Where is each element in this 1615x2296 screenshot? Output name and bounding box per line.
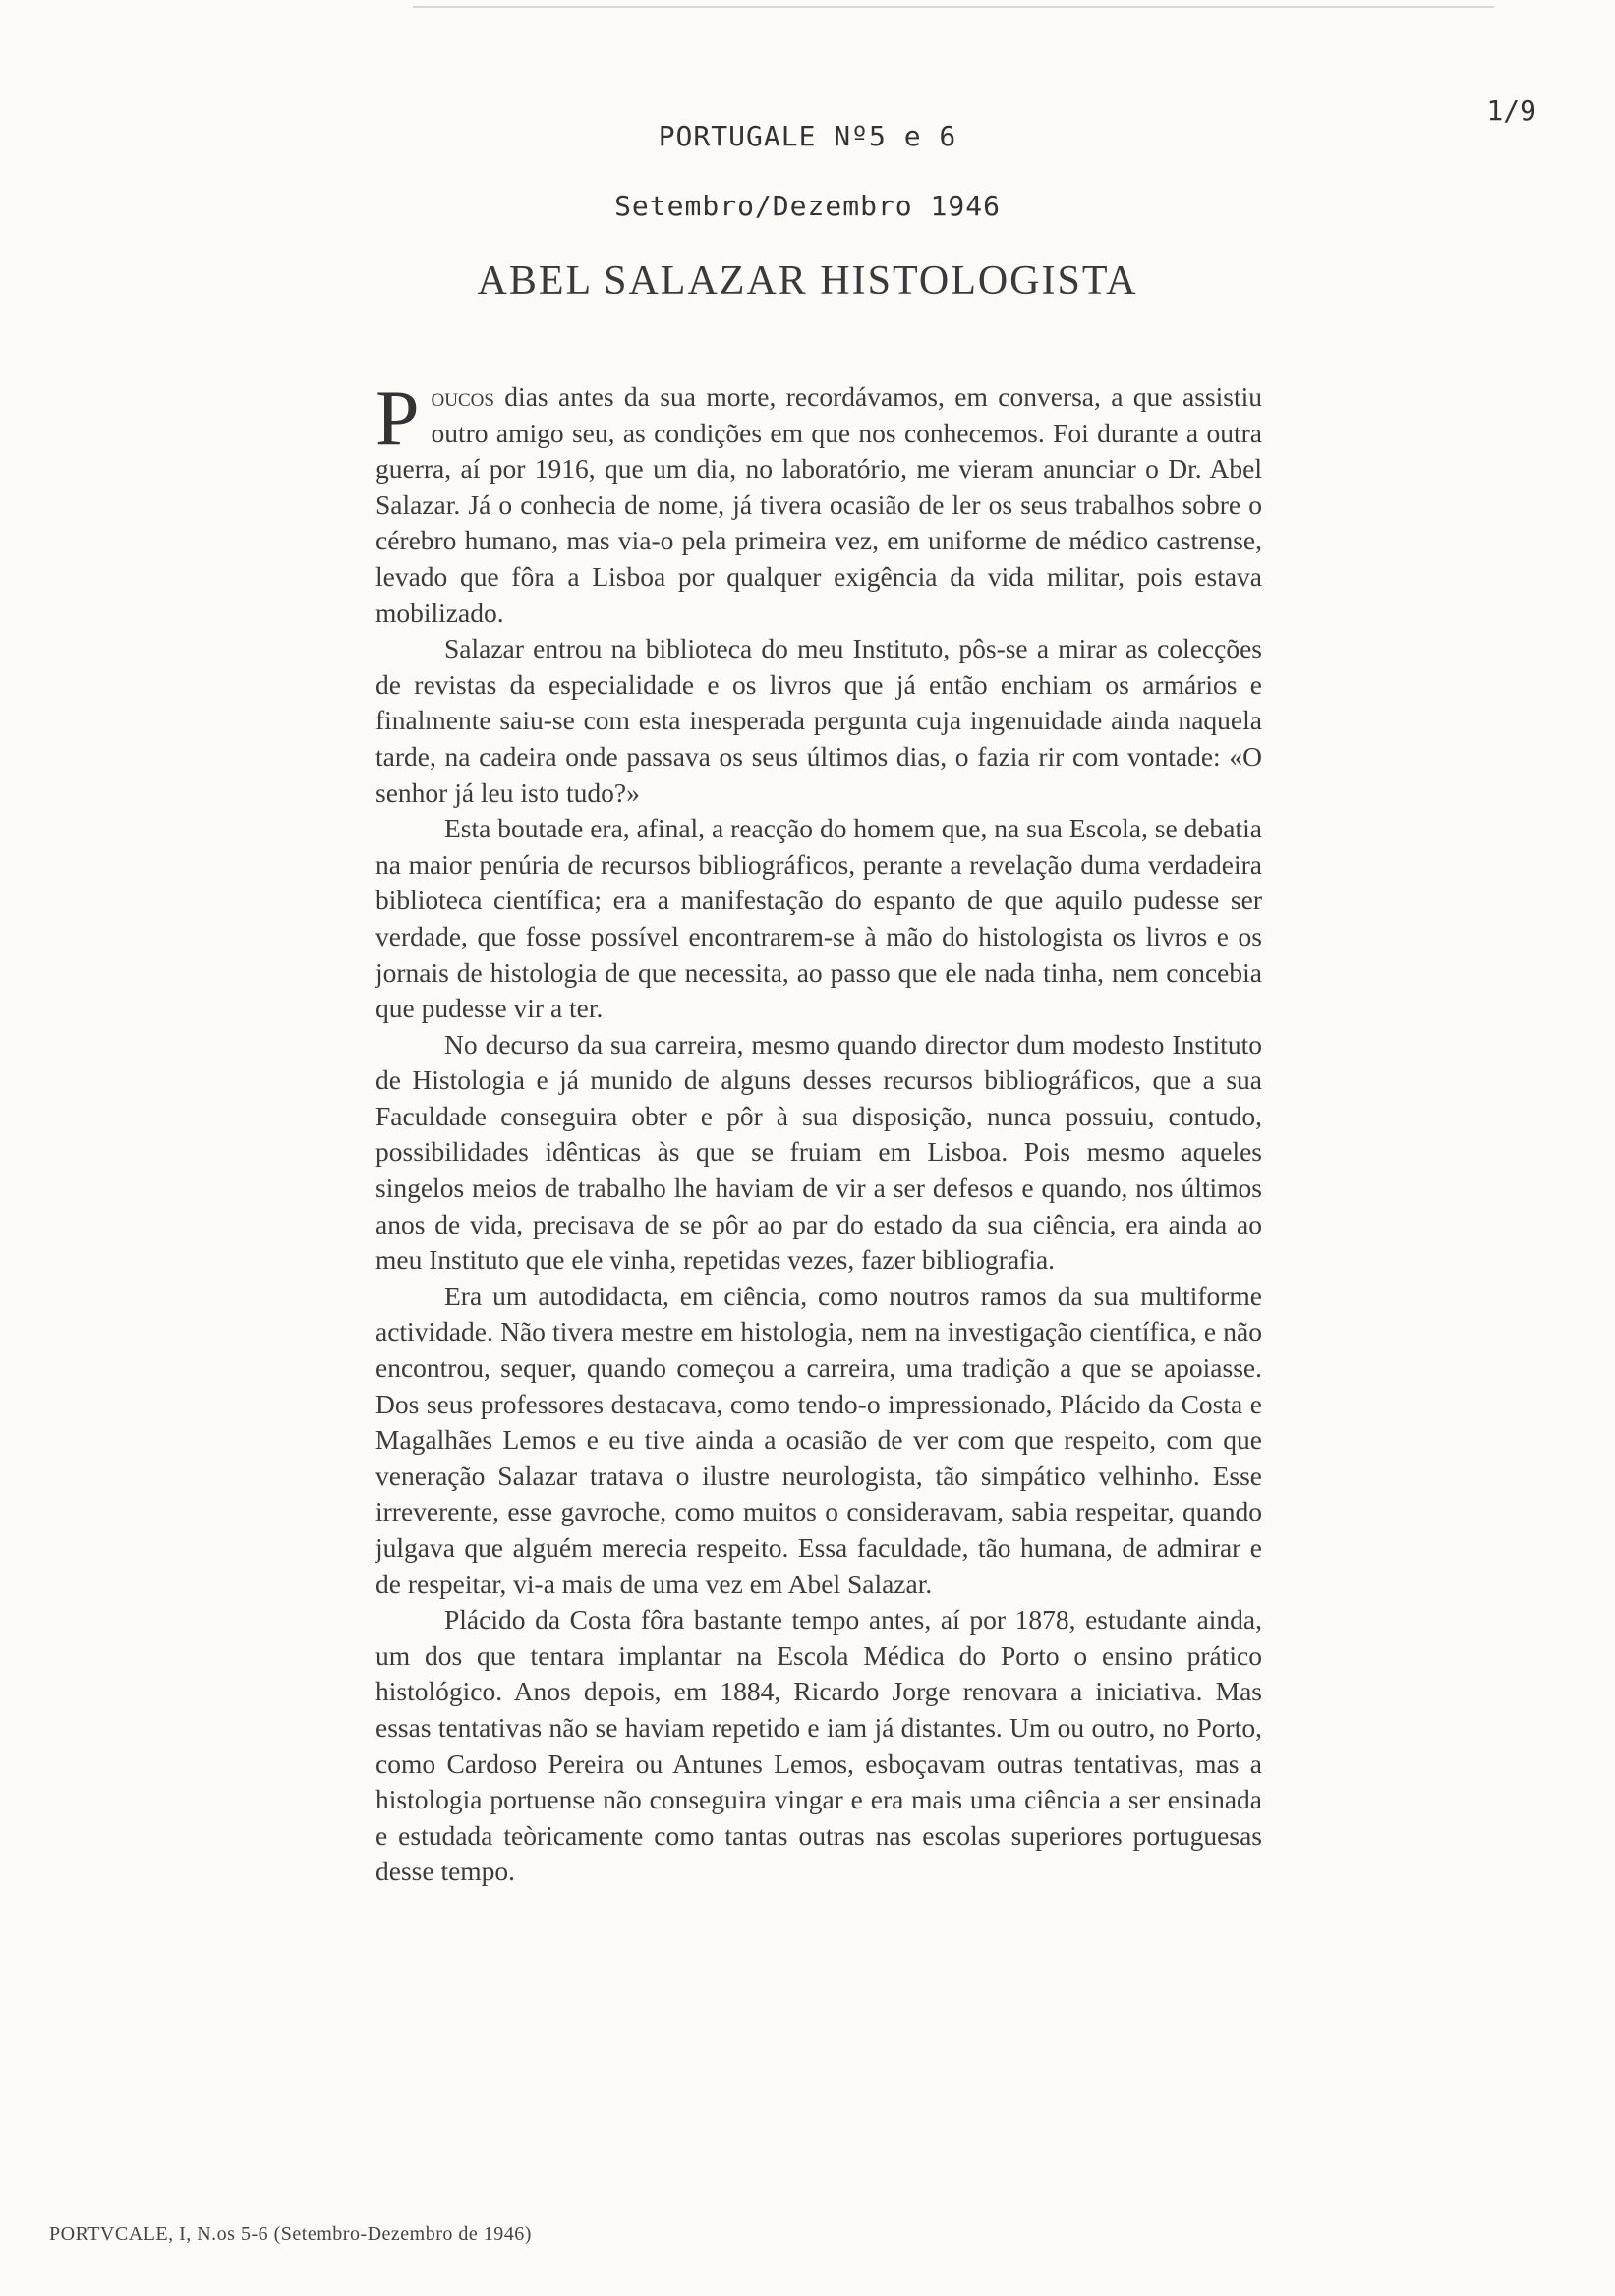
paragraph-1 <box>375 375 1262 631</box>
issue-date: Setembro/Dezembro 1946 <box>614 190 1001 222</box>
first-word-rest: oucos <box>431 381 494 412</box>
paragraph-5: Era um autodidacta, em ciência, como noutros ramos da sua multiforme actividade. Não tivera mestre em histologia, nem na investigação científica, e não encontrou, sequer, quando começou a carreira, uma tradição a que se apoiasse. Dos seus professores destacava, como tendo-o impressionado, Plácido da Costa e Magalhães Lemos e eu tive ainda a ocasião de ver com que respeito, com que veneração Salazar tratava o ilustre neurologista, tão simpático velhinho. Esse irreverente, esse gavroche, como muitos o consideravam, sabia respeitar, quando julgava que alguém merecia respeito. Essa faculdade, tão humana, de admirar e de respeitar, vi-a mais de uma vez em Abel Salazar. <box>375 1280 1262 1599</box>
article-title: ABEL SALAZAR HISTOLOGISTA <box>477 258 1138 304</box>
paragraph-4: No decurso da sua carreira, mesmo quando director dum modesto Instituto de Histologia e já munido de alguns desses recursos bibliográficos, que a sua Faculdade conseguira obter e pôr à sua disposição, nunca possuiu, contudo, possibilidades idênticas às que se fruiam em Lisboa. Pois mesmo aqueles singelos meios de trabalho lhe haviam de vir a ser defesos e quando, nos últimos anos de vida, precisava de se pôr ao par do estado da sua ciência, era ainda ao meu Instituto que ele vinha, repetidas vezes, fazer bibliografia. <box>375 1028 1262 1276</box>
issue-heading: PORTUGALE Nº5 e 6 <box>658 120 957 152</box>
drop-cap: P <box>375 375 420 462</box>
paragraph-6: Plácido da Costa fôra bastante tempo antes, aí por 1878, estudante ainda, um dos que tentara implantar na Escola Médica do Porto o ensino prático histológico. Anos depois, em 1884, Ricardo Jorge renovara a iniciativa. Mas essas tentativas não se haviam repetido e iam já distantes. Um ou outro, no Porto, como Cardoso Pereira ou Antunes Lemos, esboçavam outras tentativas, mas a histologia portuense não conseguira vingar e era mais uma ciência a ser ensinada e estudada teòricamente como tantas outras nas escolas superiores portuguesas desse tempo. <box>375 1604 1262 1887</box>
footer-citation: PORTVCALE, I, N.os 5-6 (Setembro-Dezembro de 1946) <box>49 2223 532 2245</box>
paragraph-2: Salazar entrou na biblioteca do meu Instituto, pôs-se a mirar as colecções de revistas da especialidade e os livros que já então enchiam os armários e finalmente saiu-se com esta inesperada pergunta cuja ingenuidade ainda naquela tarde, na cadeira onde passava os seus últimos dias, o fazia rir com vontade: «O senhor já leu isto tudo?» <box>375 633 1262 808</box>
paragraph-1-text: dias antes da sua morte, recordávamos, em conversa, a que assistiu outro amigo seu, as condições em que nos conhecemos. Foi durante a outra guerra, aí por 1916, que um dia, no laboratório, me vieram anunciar o Dr. Abel Salazar. Já o conhecia de nome, já tivera ocasião de ler os seus trabalhos sobre o cérebro humano, mas via-o pela primeira vez, em uniforme de médico castrense, levado que fôra a Lisboa por qualquer exigência da vida militar, pois estava mobilizado. <box>375 381 1262 628</box>
article-body <box>375 375 1262 1890</box>
top-scan-edge <box>413 6 1494 8</box>
paragraph-3: Esta boutade era, afinal, a reacção do homem que, na sua Escola, se debatia na maior penúria de recursos bibliográficos, perante a revelação duma verdadeira biblioteca científica; era a manifestação do espanto de que aquilo pudesse ser verdade, que fosse possível encontrarem-se à mão do histologista os livros e os jornais de histologia de que necessita, ao passo que ele nada tinha, nem concebia que pudesse vir a ter. <box>375 813 1262 1024</box>
page-number: 1/9 <box>1486 94 1536 127</box>
